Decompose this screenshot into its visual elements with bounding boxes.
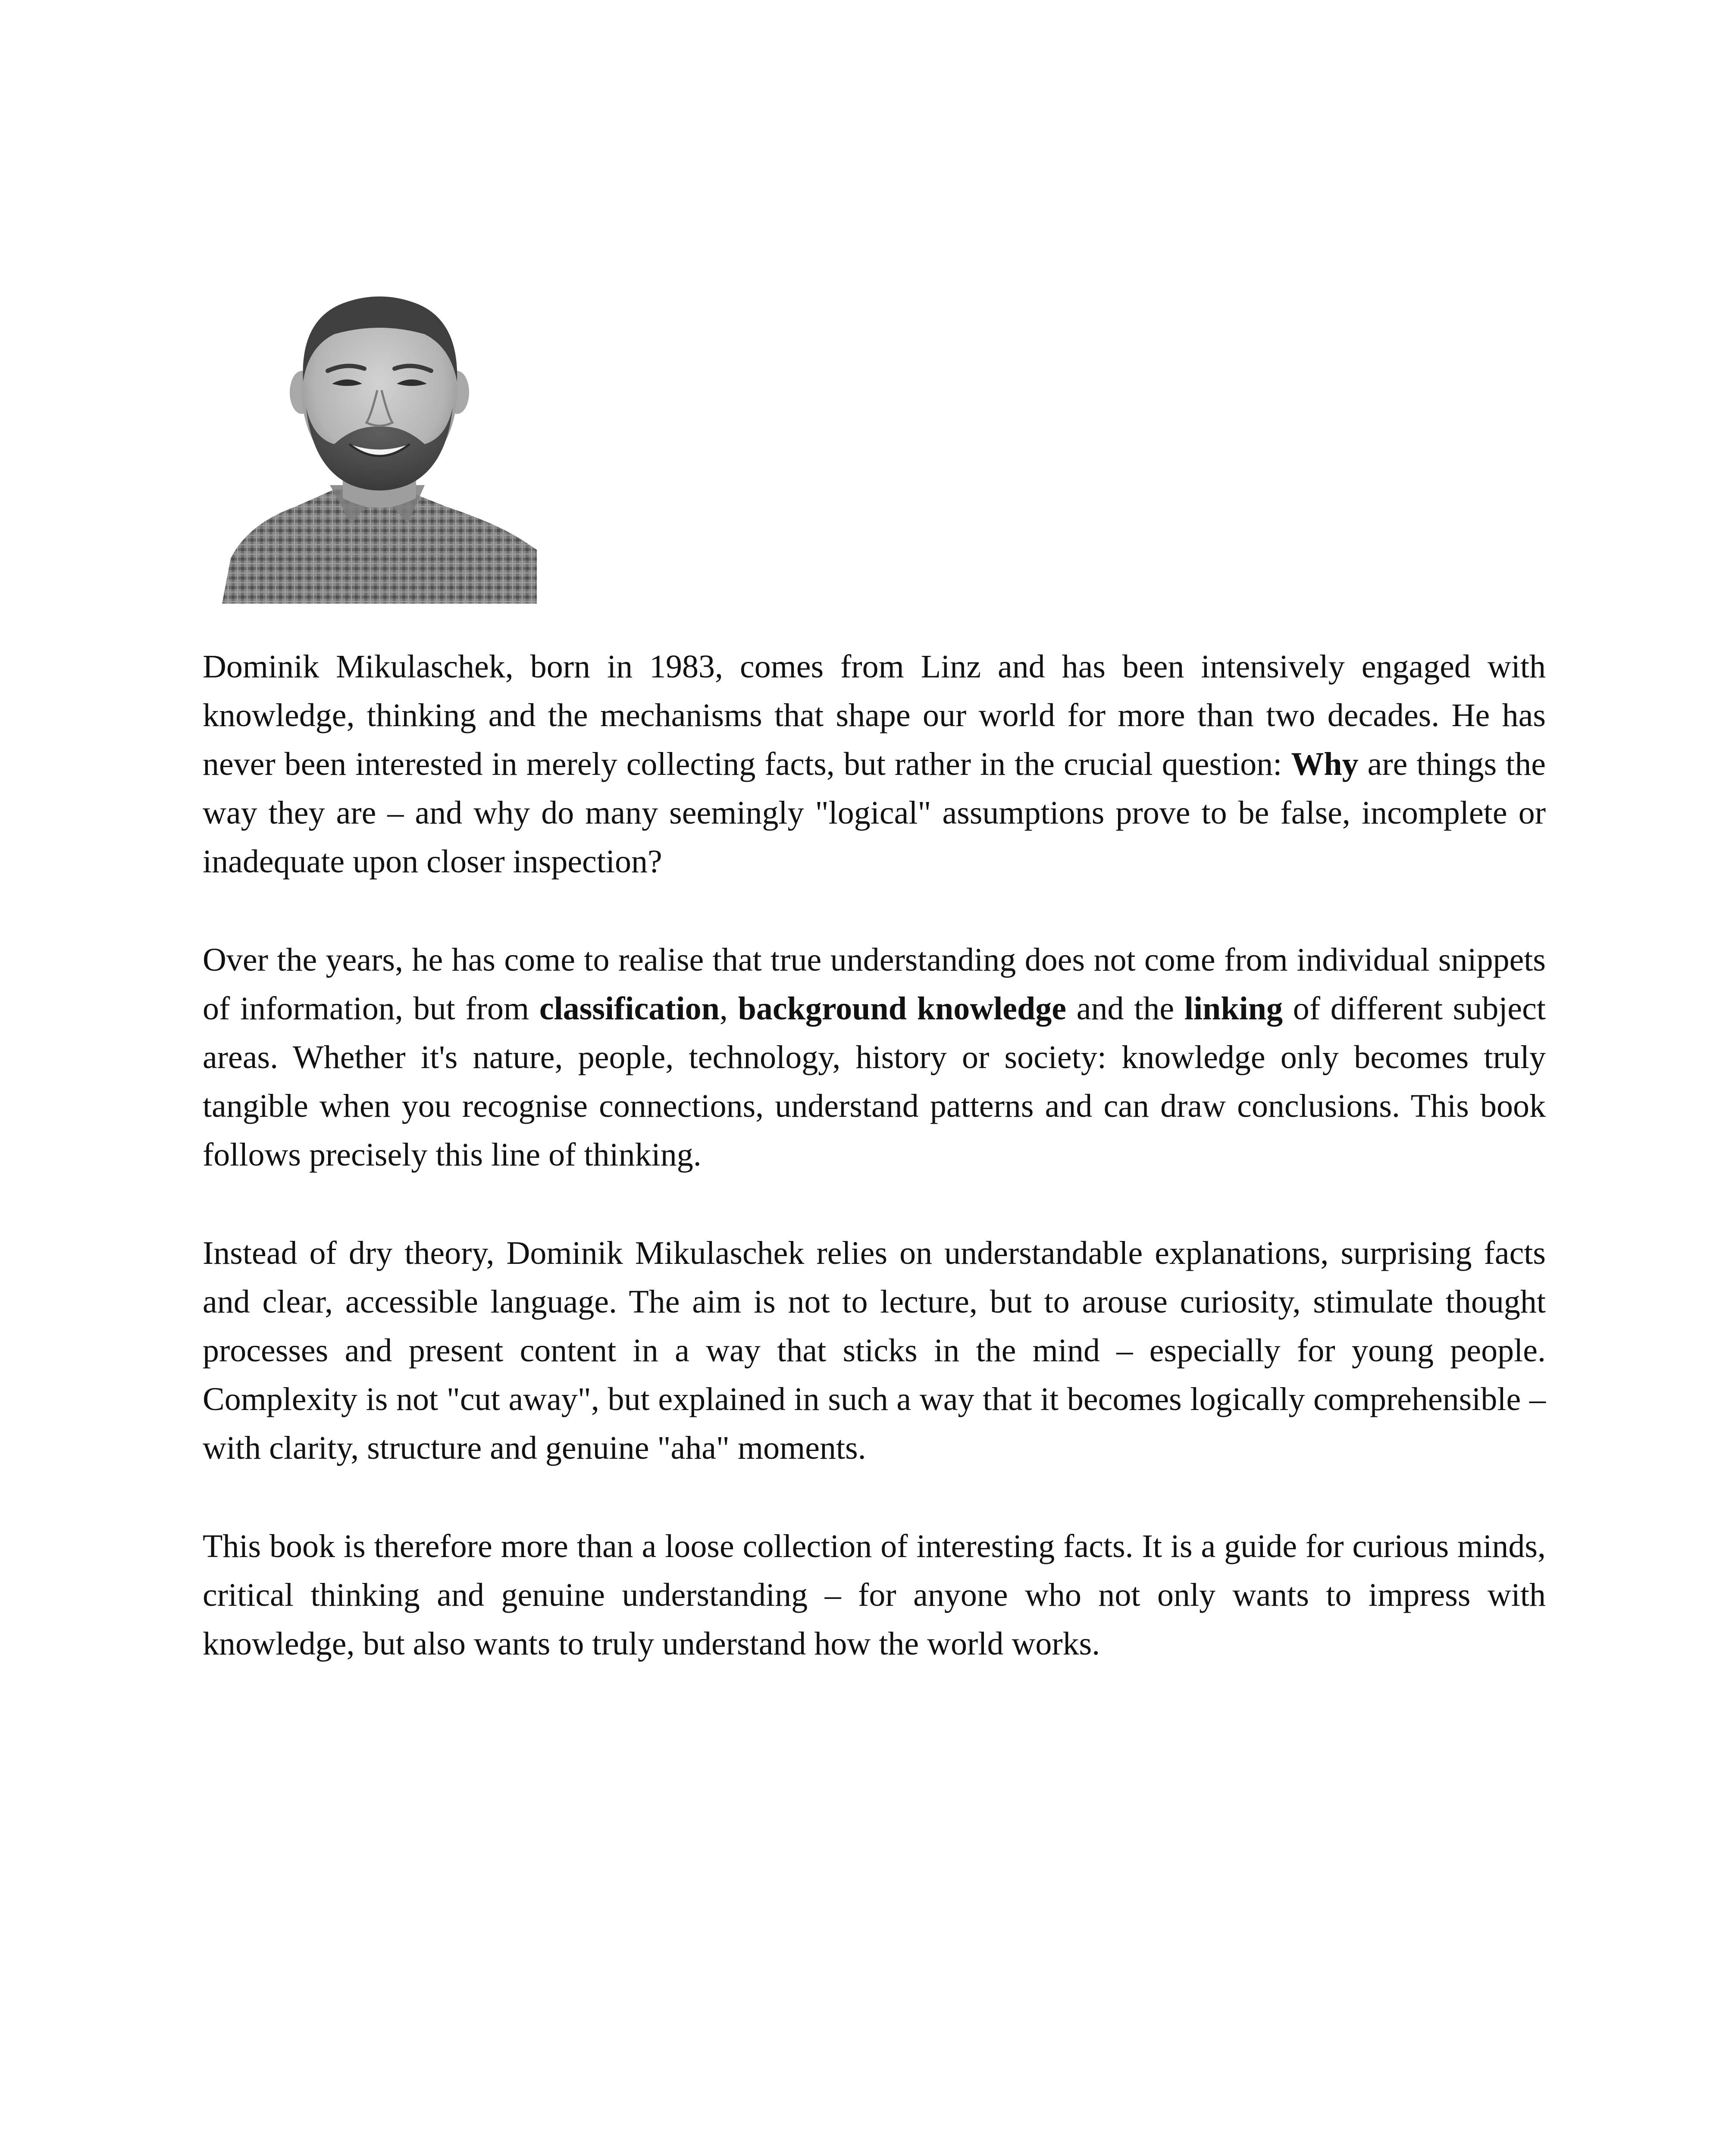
portrait-illustration xyxy=(222,282,537,604)
bio-paragraph-3: Instead of dry theory, Dominik Mikulaschek relies on understandable explanations, surprising facts and clear, accessible language. The aim is not to lecture, but to arouse curiosity, stimulate thought processes and present content in a way that sticks in the mind – especially for young people. Complexity is not "cut away", but explained in such a way that it becomes logically comprehensible – with clarity, structure and genuine "aha" moments. xyxy=(203,1235,1546,1466)
bio-paragraph-4: This book is therefore more than a loose collection of interesting facts. It is a guide for curious minds, critical thinking and genuine understanding – for anyone who not only wants to impress with knowledge, but also wants to truly understand how the world works. xyxy=(203,1528,1546,1662)
bio-p1-text-2: are things the way they are – and why do many seemingly "logical" assumptions prove to be false, incomplete or inadequate upon closer inspection? xyxy=(203,746,1546,880)
bio-p2-text-1: Over the years, he has come to realise that true understanding does not come from individual snippets of information, but from xyxy=(203,942,1546,1027)
bio-p2-bold-background-knowledge: background knowledge xyxy=(738,990,1067,1027)
bio-paragraph-2 xyxy=(203,936,1546,1179)
author-photo xyxy=(222,282,537,604)
bio-p2-text-2: , xyxy=(719,990,738,1027)
bio-p2-text-3: and the xyxy=(1066,990,1184,1027)
bio-p1-text-1: Dominik Mikulaschek, born in 1983, comes from Linz and has been intensively engaged with knowledge, thinking and the mechanisms that shape our world for more than two decades. He has never been interested in merely collecting facts, but rather in the crucial question: xyxy=(203,649,1546,782)
author-bio xyxy=(203,642,1546,1718)
bio-p2-bold-linking: linking xyxy=(1184,990,1283,1027)
bio-p1-bold-why: Why xyxy=(1291,746,1359,782)
bio-paragraph-1 xyxy=(203,642,1546,886)
bio-p2-text-4: of different subject areas. Whether it's nature, people, technology, history or society: knowledge only becomes truly tangible when you recognise connections, understand patterns and can draw conclusions. This book follows precisely this line of thinking. xyxy=(203,990,1546,1173)
bio-p2-bold-classification: classification xyxy=(539,990,720,1027)
